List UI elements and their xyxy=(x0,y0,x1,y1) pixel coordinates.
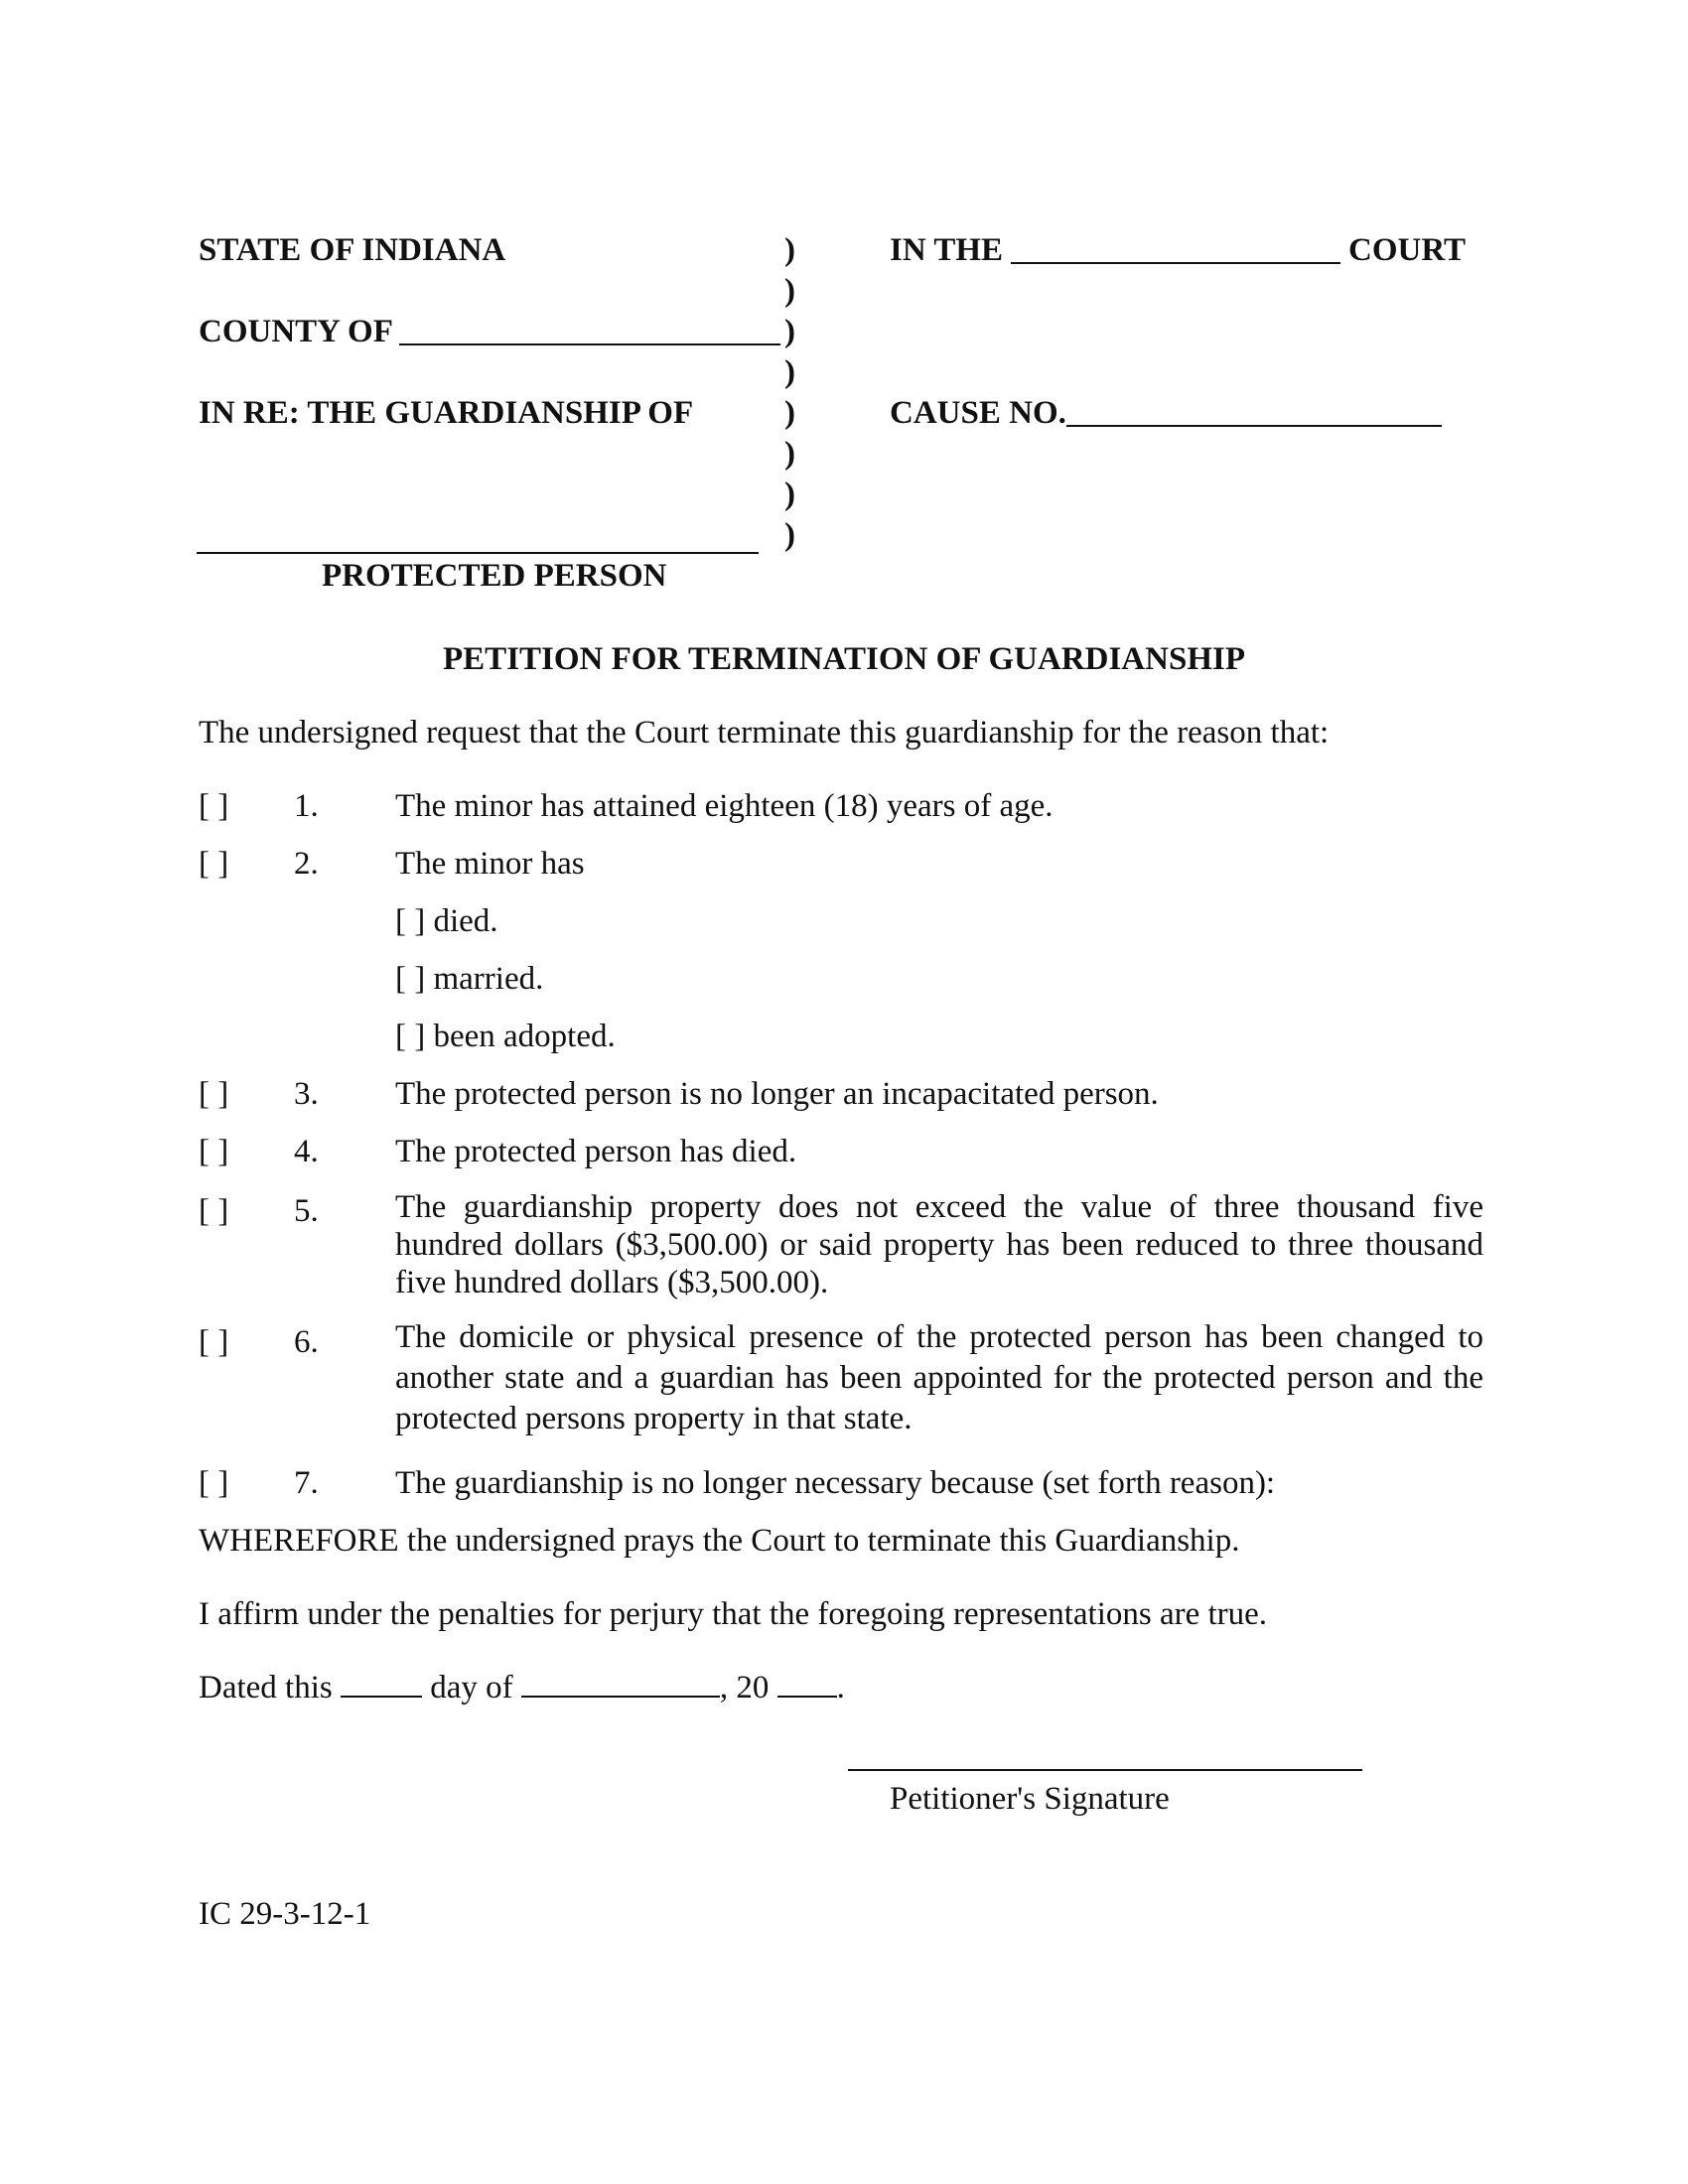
county-label: COUNTY OF xyxy=(199,314,393,349)
caption-paren: ) xyxy=(784,436,795,472)
day-field[interactable] xyxy=(341,1670,422,1698)
item-number: 6. xyxy=(294,1324,319,1360)
checkbox-married[interactable]: [ ] xyxy=(395,961,426,997)
state-label: STATE OF INDIANA xyxy=(199,232,506,268)
checkbox-item-6[interactable]: [ ] xyxy=(199,1324,229,1360)
sub-option-text: died. xyxy=(433,903,498,939)
item-text: The minor has attained eighteen (18) years of age. xyxy=(395,788,1054,824)
checkbox-item-4[interactable]: [ ] xyxy=(199,1134,229,1169)
guardianship-name-field[interactable] xyxy=(197,552,759,554)
checkbox-died[interactable]: [ ] xyxy=(395,903,426,939)
in-re-label: IN RE: THE GUARDIANSHIP OF xyxy=(199,395,694,431)
dated-end: . xyxy=(836,1670,845,1706)
item-number: 1. xyxy=(294,788,319,824)
caption-paren: ) xyxy=(784,354,795,390)
signature-field[interactable] xyxy=(848,1769,1362,1771)
court-label: COURT xyxy=(1348,232,1467,268)
year-field[interactable] xyxy=(777,1670,837,1698)
caption-paren: ) xyxy=(784,395,795,431)
checkbox-item-1[interactable]: [ ] xyxy=(199,788,229,824)
in-the-label: IN THE xyxy=(890,232,1004,268)
protected-person-label: PROTECTED PERSON xyxy=(322,558,667,594)
wherefore-text: WHEREFORE the undersigned prays the Court to terminate this Guardianship. xyxy=(199,1523,1240,1559)
item-text: The guardianship property does not exceed the value of three thousand five hundred dollars ($3,500.00) or said property has been reduced to three thousand five hundred dollars ($3,500.00). xyxy=(395,1189,1483,1300)
statute-code: IC 29-3-12-1 xyxy=(199,1896,371,1932)
item-text: The guardianship is no longer necessary because (set forth reason): xyxy=(395,1465,1276,1501)
sub-option-text: married. xyxy=(433,961,544,997)
cause-no-label: CAUSE NO. xyxy=(890,395,1066,431)
item-text: The domicile or physical presence of the protected person has been changed to another state and a guardian has been appointed for the protected person and the protected persons property in that state. xyxy=(395,1319,1483,1436)
dated-day-of: day of xyxy=(430,1670,513,1706)
dated-year-prefix: , 20 xyxy=(719,1670,770,1706)
checkbox-item-2[interactable]: [ ] xyxy=(199,846,229,882)
caption-paren: ) xyxy=(784,314,795,349)
item-text: The protected person has died. xyxy=(395,1134,797,1169)
signature-label: Petitioner's Signature xyxy=(890,1781,1170,1817)
item-number: 5. xyxy=(294,1193,319,1229)
caption-paren: ) xyxy=(784,517,795,553)
checkbox-item-3[interactable]: [ ] xyxy=(199,1076,229,1112)
dated-line xyxy=(199,1670,845,1706)
county-field[interactable] xyxy=(399,343,780,345)
item-number: 7. xyxy=(294,1465,319,1501)
intro-text: The undersigned request that the Court terminate this guardianship for the reason that: xyxy=(199,715,1330,751)
document-title: PETITION FOR TERMINATION OF GUARDIANSHIP xyxy=(443,641,1245,677)
dated-prefix: Dated this xyxy=(199,1670,333,1706)
item-number: 4. xyxy=(294,1134,319,1169)
caption-paren: ) xyxy=(784,477,795,512)
checkbox-item-5[interactable]: [ ] xyxy=(199,1193,229,1229)
checkbox-adopted[interactable]: [ ] xyxy=(395,1019,426,1054)
month-field[interactable] xyxy=(521,1670,720,1698)
court-name-field[interactable] xyxy=(1011,262,1340,264)
cause-no-field[interactable] xyxy=(1066,425,1442,427)
item-number: 3. xyxy=(294,1076,319,1112)
checkbox-item-7[interactable]: [ ] xyxy=(199,1465,229,1501)
item-number: 2. xyxy=(294,846,319,882)
sub-option-text: been adopted. xyxy=(433,1019,616,1054)
affirm-text: I affirm under the penalties for perjury that the foregoing representations are true. xyxy=(199,1596,1268,1632)
item-text: The minor has xyxy=(395,846,585,882)
caption-paren: ) xyxy=(784,232,795,268)
caption-paren: ) xyxy=(784,273,795,309)
item-text: The protected person is no longer an incapacitated person. xyxy=(395,1076,1159,1112)
